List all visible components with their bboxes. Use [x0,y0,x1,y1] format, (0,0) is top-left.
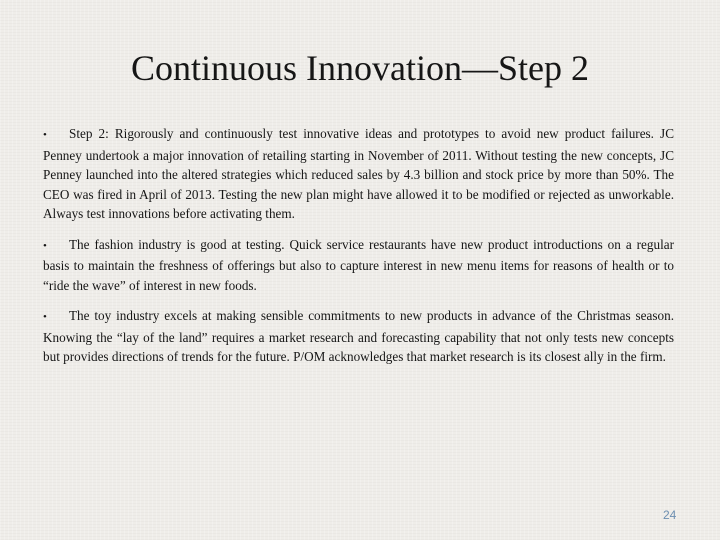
bullet-item [43,235,674,296]
bullet-text: The toy industry excels at making sensible commitments to new products in advance of the Christmas season. Knowing the “lay of the land” requires a market research and forecasting capability that not only tests new concepts but provides directions of trends for the future. P/OM acknowledges that market research is its closest ally in the firm. [43,308,674,364]
bullet-item [43,306,674,367]
bullet-text: Step 2: Rigorously and continuously test innovative ideas and prototypes to avoid new product failures. JC Penney undertook a major innovation of retailing starting in November of 2011. Without testing the new concepts, JC Penney launched into the altered strategies which reduced sales by 4.3 billion and stock price by more than 50%. The CEO was fired in April of 2013. Testing the new plan might have allowed it to be modified or rejected as unworkable. Always test innovations before activating them. [43,126,674,221]
slide-title: Continuous Innovation—Step 2 [131,48,589,88]
bullet-item [43,124,674,224]
bullet-icon: • [43,239,47,252]
bullet-text: The fashion industry is good at testing. Quick service restaurants have new product introductions on a regular basis to maintain the freshness of offerings but also to capture interest in new menu items for reasons of health or to “ride the wave” of interest in new foods. [43,236,674,293]
page-number: 24 [663,508,677,522]
bullet-icon: • [43,311,47,323]
bullet-icon: • [43,129,47,141]
bullet-list [43,124,674,378]
